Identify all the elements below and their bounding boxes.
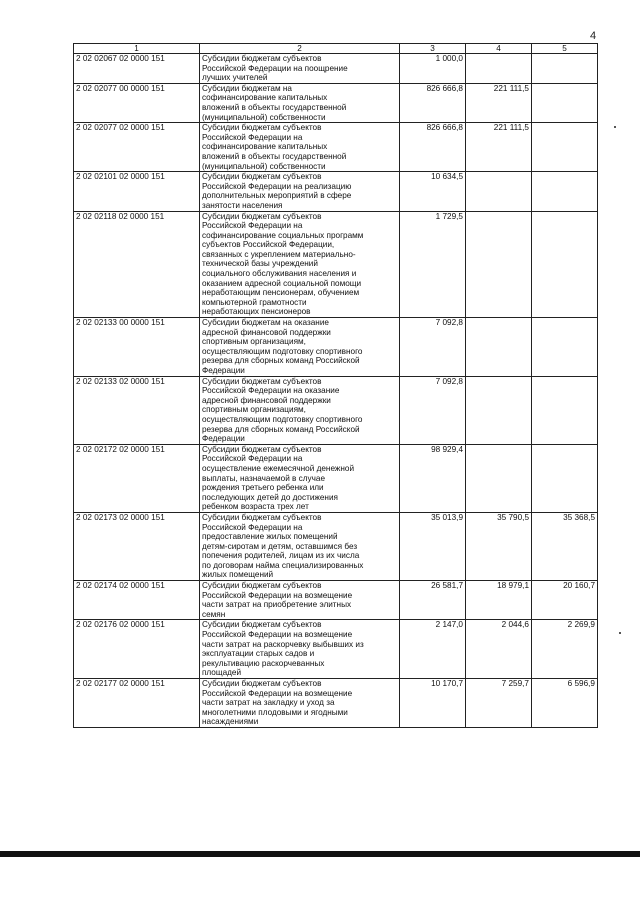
budget-table	[73, 43, 598, 728]
classification-code: 2 02 02067 02 0000 151	[74, 54, 200, 84]
amount-col-4	[466, 444, 532, 512]
amount-col-5: 6 596,9	[532, 679, 598, 728]
income-description: Субсидии бюджетам субъектов Российской Федерации на поощрение лучших учителей	[200, 54, 400, 84]
table-row	[74, 444, 598, 512]
classification-code: 2 02 02177 02 0000 151	[74, 679, 200, 728]
income-description: Субсидии бюджетам субъектов Российской Федерации на возмещение части затрат на закладку и уход за многолетними плодовыми и ягодными насаждениями	[200, 679, 400, 728]
table-row	[74, 376, 598, 444]
table-row	[74, 318, 598, 377]
page-number: 4	[590, 30, 597, 42]
table-row	[74, 679, 598, 728]
classification-code: 2 02 02133 02 0000 151	[74, 376, 200, 444]
header-col-5: 5	[532, 44, 598, 54]
amount-col-4: 221 111,5	[466, 83, 532, 122]
amount-col-3: 826 666,8	[400, 83, 466, 122]
income-description: Субсидии бюджетам субъектов Российской Федерации на софинансирование капитальных вложений в объекты государственной (муниципальной) собственности	[200, 123, 400, 172]
header-col-3: 3	[400, 44, 466, 54]
classification-code: 2 02 02176 02 0000 151	[74, 620, 200, 679]
amount-col-5	[532, 211, 598, 318]
scan-edge-bar	[0, 851, 640, 857]
income-description: Субсидии бюджетам субъектов Российской Федерации на предоставление жилых помещений детям-сиротам и детям, оставшимся без попечения родителей, лицам из их числа по договорам найма специализированных жилых помещений	[200, 512, 400, 580]
table-header-row	[74, 44, 598, 54]
table-row	[74, 211, 598, 318]
table-row	[74, 512, 598, 580]
amount-col-3: 7 092,8	[400, 376, 466, 444]
classification-code: 2 02 02173 02 0000 151	[74, 512, 200, 580]
amount-col-4: 18 979,1	[466, 581, 532, 620]
amount-col-4	[466, 54, 532, 84]
amount-col-4: 221 111,5	[466, 123, 532, 172]
amount-col-3: 35 013,9	[400, 512, 466, 580]
classification-code: 2 02 02172 02 0000 151	[74, 444, 200, 512]
amount-col-5: 35 368,5	[532, 512, 598, 580]
amount-col-5: 20 160,7	[532, 581, 598, 620]
amount-col-5	[532, 172, 598, 211]
table-row	[74, 172, 598, 211]
amount-col-5	[532, 376, 598, 444]
header-col-4: 4	[466, 44, 532, 54]
amount-col-3: 26 581,7	[400, 581, 466, 620]
amount-col-4: 7 259,7	[466, 679, 532, 728]
amount-col-4: 35 790,5	[466, 512, 532, 580]
income-description: Субсидии бюджетам субъектов Российской Федерации на возмещение части затрат на раскорчевку выбывших из эксплуатации старых садов и рекультивацию раскорчеванных площадей	[200, 620, 400, 679]
amount-col-4	[466, 318, 532, 377]
classification-code: 2 02 02118 02 0000 151	[74, 211, 200, 318]
amount-col-3: 10 170,7	[400, 679, 466, 728]
amount-col-4: 2 044,6	[466, 620, 532, 679]
income-description: Субсидии бюджетам на софинансирование капитальных вложений в объекты государственной (муниципальной) собственности	[200, 83, 400, 122]
table-row	[74, 581, 598, 620]
scan-speck	[619, 632, 621, 634]
classification-code: 2 02 02133 00 0000 151	[74, 318, 200, 377]
amount-col-3: 1 000,0	[400, 54, 466, 84]
amount-col-5	[532, 83, 598, 122]
header-col-2: 2	[200, 44, 400, 54]
table-row	[74, 620, 598, 679]
amount-col-3: 2 147,0	[400, 620, 466, 679]
header-col-1: 1	[74, 44, 200, 54]
classification-code: 2 02 02174 02 0000 151	[74, 581, 200, 620]
amount-col-3: 1 729,5	[400, 211, 466, 318]
amount-col-5	[532, 318, 598, 377]
amount-col-5: 2 269,9	[532, 620, 598, 679]
income-description: Субсидии бюджетам субъектов Российской Федерации на возмещение части затрат на приобретение элитных семян	[200, 581, 400, 620]
income-description: Субсидии бюджетам субъектов Российской Федерации на осуществление ежемесячной денежной выплаты, назначаемой в случае рождения третьего ребенка или последующих детей до достижения ребенком возраста трех лет	[200, 444, 400, 512]
classification-code: 2 02 02077 02 0000 151	[74, 123, 200, 172]
table-row	[74, 54, 598, 84]
amount-col-5	[532, 54, 598, 84]
income-description: Субсидии бюджетам субъектов Российской Федерации на оказание адресной финансовой поддержки спортивным организациям, осуществляющим подготовку спортивного резерва для сборных команд Российской Федерации	[200, 376, 400, 444]
amount-col-4	[466, 211, 532, 318]
table-row	[74, 83, 598, 122]
amount-col-3: 98 929,4	[400, 444, 466, 512]
amount-col-5	[532, 123, 598, 172]
amount-col-3: 10 634,5	[400, 172, 466, 211]
scan-speck	[614, 126, 616, 128]
amount-col-3: 7 092,8	[400, 318, 466, 377]
income-description: Субсидии бюджетам на оказание адресной финансовой поддержки спортивным организациям, осуществляющим подготовку спортивного резерва для сборных команд Российской Федерации	[200, 318, 400, 377]
amount-col-4	[466, 376, 532, 444]
amount-col-5	[532, 444, 598, 512]
classification-code: 2 02 02101 02 0000 151	[74, 172, 200, 211]
income-description: Субсидии бюджетам субъектов Российской Федерации на софинансирование социальных программ субъектов Российской Федерации, связанных с укреплением материально- технической базы учреждений социального обслуживания населения и оказанием адресной социальной помощи неработающим пенсионерам, обучением компьютерной грамотности неработающих пенсионеров	[200, 211, 400, 318]
income-description: Субсидии бюджетам субъектов Российской Федерации на реализацию дополнительных мероприятий в сфере занятости населения	[200, 172, 400, 211]
classification-code: 2 02 02077 00 0000 151	[74, 83, 200, 122]
amount-col-3: 826 666,8	[400, 123, 466, 172]
table-row	[74, 123, 598, 172]
amount-col-4	[466, 172, 532, 211]
